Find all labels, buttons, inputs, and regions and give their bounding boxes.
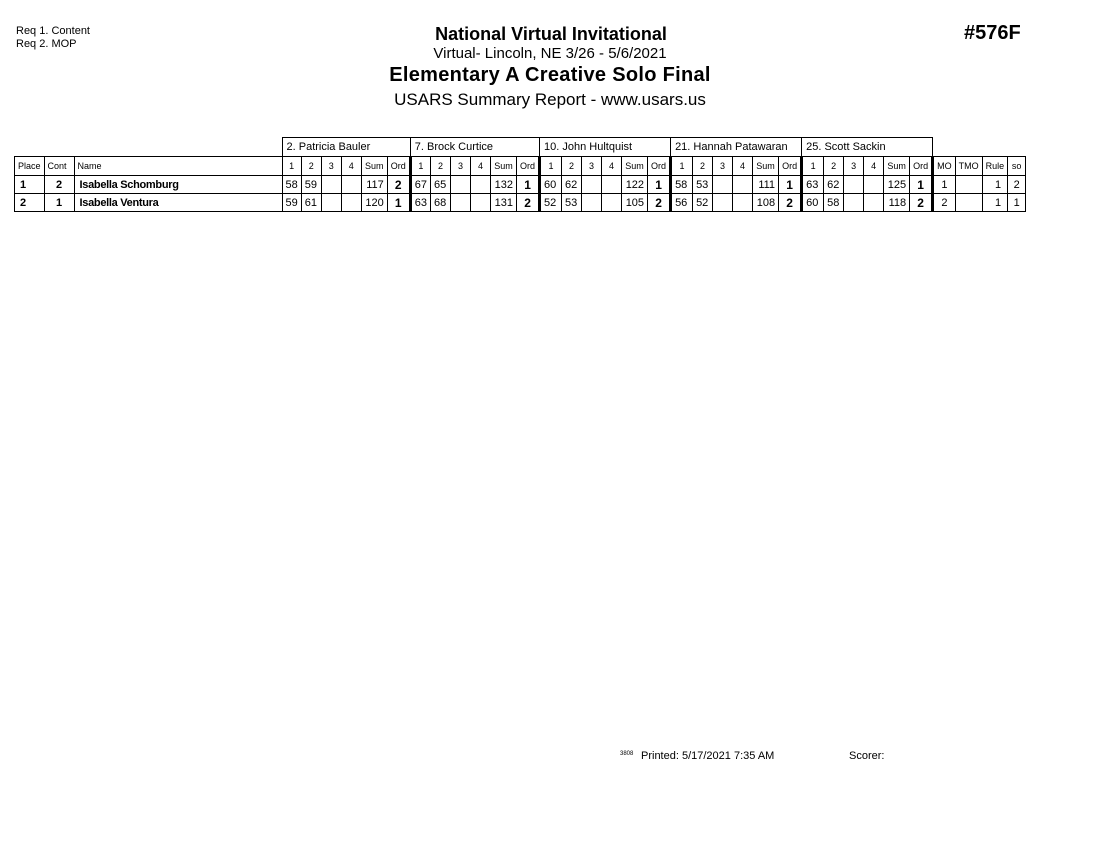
event-title: Elementary A Creative Solo Final — [389, 64, 711, 86]
skater-name: Isabella Schomburg — [74, 176, 282, 194]
col-sum-judge-5: Sum — [884, 157, 910, 176]
score-s4-judge-2 — [471, 194, 491, 212]
score-s2-judge-5: 58 — [824, 194, 844, 212]
col-ord-judge-3: Ord — [648, 157, 671, 176]
table-row — [15, 176, 1026, 194]
col-s2-judge-5: 2 — [824, 157, 844, 176]
judge-header-4: 21. Hannah Patawaran — [671, 138, 802, 157]
score-sum-judge-3: 105 — [622, 194, 648, 212]
results-table — [14, 137, 1026, 212]
score-sum-judge-4: 111 — [753, 176, 779, 194]
score-s2-judge-3: 53 — [562, 194, 582, 212]
score-s3-judge-1 — [321, 176, 341, 194]
col-sum-judge-2: Sum — [491, 157, 517, 176]
mo-cell: 2 — [933, 194, 956, 212]
competition-location-dates: Virtual- Lincoln, NE 3/26 - 5/6/2021 — [433, 45, 667, 62]
col-s4-judge-1: 4 — [341, 157, 361, 176]
col-s4-judge-3: 4 — [602, 157, 622, 176]
col-place: Place — [15, 157, 45, 176]
score-s3-judge-5 — [844, 176, 864, 194]
score-ord-judge-1: 1 — [387, 194, 410, 212]
requirement-1: Req 1. Content — [16, 25, 90, 37]
score-ord-judge-5: 2 — [910, 194, 933, 212]
score-s4-judge-4 — [733, 176, 753, 194]
col-s3-judge-2: 3 — [451, 157, 471, 176]
col-s1-judge-5: 1 — [802, 157, 824, 176]
judge-header-2: 7. Brock Curtice — [410, 138, 539, 157]
skater-name: Isabella Ventura — [74, 194, 282, 212]
document-number: #576F — [964, 22, 1021, 44]
score-sum-judge-3: 122 — [622, 176, 648, 194]
score-ord-judge-4: 2 — [779, 194, 802, 212]
score-ord-judge-2: 2 — [517, 194, 540, 212]
score-ord-judge-1: 2 — [387, 176, 410, 194]
score-s1-judge-5: 60 — [802, 194, 824, 212]
score-s1-judge-2: 63 — [410, 194, 430, 212]
score-s2-judge-4: 53 — [693, 176, 713, 194]
competition-title: National Virtual Invitational — [435, 24, 667, 44]
col-s1-judge-2: 1 — [410, 157, 430, 176]
requirement-2: Req 2. MOP — [16, 38, 77, 50]
score-s4-judge-1 — [341, 194, 361, 212]
score-s4-judge-4 — [733, 194, 753, 212]
score-sum-judge-4: 108 — [753, 194, 779, 212]
table-row — [15, 194, 1026, 212]
score-s4-judge-2 — [471, 176, 491, 194]
col-name: Name — [74, 157, 282, 176]
score-s3-judge-4 — [713, 176, 733, 194]
score-s2-judge-4: 52 — [693, 194, 713, 212]
score-s2-judge-1: 59 — [301, 176, 321, 194]
tmo-cell — [955, 194, 982, 212]
col-s3-judge-4: 3 — [713, 157, 733, 176]
score-sum-judge-1: 117 — [361, 176, 387, 194]
judge-header-5: 25. Scott Sackin — [802, 138, 933, 157]
score-s3-judge-3 — [582, 176, 602, 194]
col-mo: MO — [933, 157, 956, 176]
score-s2-judge-1: 61 — [301, 194, 321, 212]
score-s3-judge-4 — [713, 194, 733, 212]
score-s3-judge-2 — [451, 194, 471, 212]
col-ord-judge-2: Ord — [517, 157, 540, 176]
score-sum-judge-5: 118 — [884, 194, 910, 212]
score-s4-judge-5 — [864, 176, 884, 194]
col-s4-judge-5: 4 — [864, 157, 884, 176]
score-s4-judge-3 — [602, 194, 622, 212]
col-s3-judge-5: 3 — [844, 157, 864, 176]
score-sum-judge-2: 132 — [491, 176, 517, 194]
col-s3-judge-1: 3 — [321, 157, 341, 176]
score-s1-judge-4: 58 — [671, 176, 693, 194]
tmo-cell — [955, 176, 982, 194]
score-ord-judge-3: 2 — [648, 194, 671, 212]
col-s1-judge-1: 1 — [282, 157, 301, 176]
col-s4-judge-4: 4 — [733, 157, 753, 176]
score-s1-judge-4: 56 — [671, 194, 693, 212]
score-s2-judge-3: 62 — [562, 176, 582, 194]
score-s4-judge-1 — [341, 176, 361, 194]
col-s2-judge-3: 2 — [562, 157, 582, 176]
score-s3-judge-5 — [844, 194, 864, 212]
rule-cell: 1 — [982, 176, 1008, 194]
col-ord-judge-4: Ord — [779, 157, 802, 176]
place-cell: 2 — [15, 194, 45, 212]
so-cell: 2 — [1008, 176, 1026, 194]
score-s1-judge-2: 67 — [410, 176, 430, 194]
col-s1-judge-3: 1 — [540, 157, 562, 176]
rule-cell: 1 — [982, 194, 1008, 212]
footer-code: 3808 — [620, 751, 634, 757]
col-s3-judge-3: 3 — [582, 157, 602, 176]
col-so: so — [1008, 157, 1026, 176]
score-sum-judge-5: 125 — [884, 176, 910, 194]
place-cell: 1 — [15, 176, 45, 194]
score-sum-judge-1: 120 — [361, 194, 387, 212]
col-sum-judge-3: Sum — [622, 157, 648, 176]
score-s4-judge-3 — [602, 176, 622, 194]
report-title: USARS Summary Report - www.usars.us — [394, 90, 706, 109]
col-cont: Cont — [44, 157, 74, 176]
col-s1-judge-4: 1 — [671, 157, 693, 176]
judges-header-row — [15, 138, 1026, 157]
cont-cell: 1 — [44, 194, 74, 212]
printed-timestamp: Printed: 5/17/2021 7:35 AM — [641, 750, 775, 762]
score-s2-judge-2: 68 — [431, 194, 451, 212]
mo-cell: 1 — [933, 176, 956, 194]
score-s3-judge-1 — [321, 194, 341, 212]
col-sum-judge-1: Sum — [361, 157, 387, 176]
judge-header-1: 2. Patricia Bauler — [282, 138, 410, 157]
col-s2-judge-2: 2 — [431, 157, 451, 176]
score-ord-judge-5: 1 — [910, 176, 933, 194]
score-ord-judge-4: 1 — [779, 176, 802, 194]
score-ord-judge-2: 1 — [517, 176, 540, 194]
judge-header-3: 10. John Hultquist — [540, 138, 671, 157]
score-ord-judge-3: 1 — [648, 176, 671, 194]
col-sum-judge-4: Sum — [753, 157, 779, 176]
score-s1-judge-3: 60 — [540, 176, 562, 194]
score-s1-judge-1: 59 — [282, 194, 301, 212]
so-cell: 1 — [1008, 194, 1026, 212]
score-s1-judge-1: 58 — [282, 176, 301, 194]
col-s4-judge-2: 4 — [471, 157, 491, 176]
cont-cell: 2 — [44, 176, 74, 194]
score-s4-judge-5 — [864, 194, 884, 212]
blank-header-cell — [15, 138, 283, 157]
scorer-label: Scorer: — [849, 750, 885, 762]
col-s2-judge-1: 2 — [301, 157, 321, 176]
col-tmo: TMO — [955, 157, 982, 176]
col-s2-judge-4: 2 — [693, 157, 713, 176]
score-s2-judge-5: 62 — [824, 176, 844, 194]
blank-tally-header — [933, 138, 1026, 157]
col-rule: Rule — [982, 157, 1008, 176]
score-s1-judge-5: 63 — [802, 176, 824, 194]
score-s1-judge-3: 52 — [540, 194, 562, 212]
score-s3-judge-3 — [582, 194, 602, 212]
col-ord-judge-1: Ord — [387, 157, 410, 176]
score-sum-judge-2: 131 — [491, 194, 517, 212]
col-ord-judge-5: Ord — [910, 157, 933, 176]
score-s2-judge-2: 65 — [431, 176, 451, 194]
column-header-row — [15, 157, 1026, 176]
score-s3-judge-2 — [451, 176, 471, 194]
